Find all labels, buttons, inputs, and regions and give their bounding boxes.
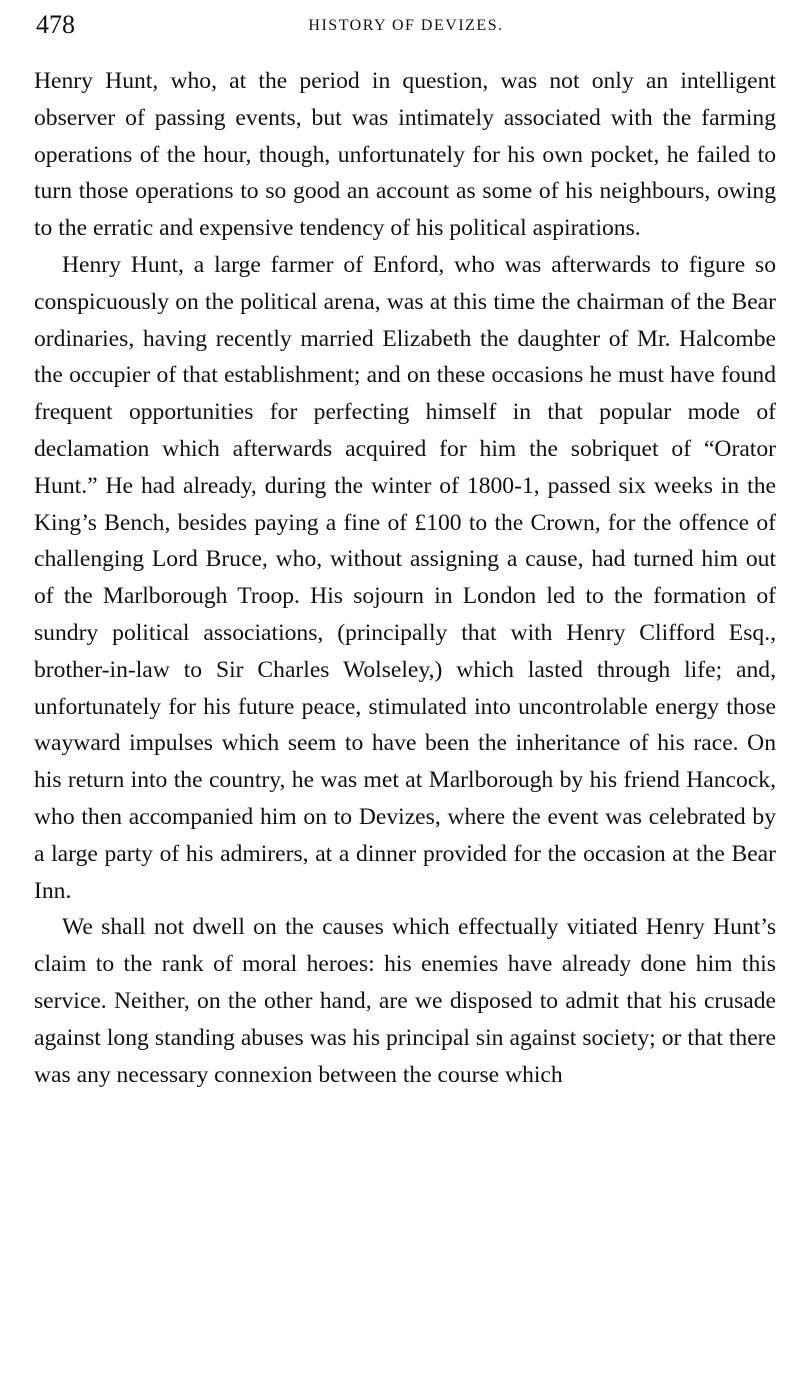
body-text (34, 63, 776, 1093)
paragraph-hunt-bear-ordinaries: Henry Hunt, a large farmer of Enford, who was afterwards to figure so conspicuously on the political arena, was at this time the chairman of the Bear ordinaries, having recently married Elizabeth the daughter of Mr. Halcombe the occupier of that establishment; and on these occasions he must have found frequent opportunities for perfecting himself in that popular mode of declamation which afterwards acquired for him the sobriquet of “Orator Hunt.” He had already, during the winter of 1800-1, passed six weeks in the King’s Bench, besides paying a fine of £100 to the Crown, for the offence of challenging Lord Bruce, who, without assigning a cause, had turned him out of the Marlborough Troop. His sojourn in London led to the formation of sundry political associations, (principally that with Henry Clifford Esq., brother-in-law to Sir Charles Wolseley,) which lasted through life; and, unfortunately for his future peace, stimulated into uncontrolable energy those wayward impulses which seem to have been the inheritance of his race. On his return into the country, he was met at Marlborough by his friend Hancock, who then accompanied him on to Devizes, where the event was celebrated by a large party of his admirers, at a dinner provided for the occasion at the Bear Inn. (34, 251, 776, 904)
page-header (36, 10, 776, 40)
paragraph-moral-heroes: We shall not dwell on the causes which effectually vitiated Henry Hunt’s claim to the rank of moral heroes: his enemies have already done him this service. Neither, on the other hand, are we disposed to admit that his crusade against long standing abuses was his principal sin against society; or that there was any necessary connexion between the course which (34, 914, 776, 1088)
paragraph-continuation: Henry Hunt, who, at the period in question, was not only an intelligent observer of passing events, but was intimately associated with the farming operations of the hour, though, unfortunately for his own pocket, he failed to turn those operations to so good an account as some of his neighbours, owing to the erratic and expensive tendency of his political aspirations. (34, 68, 776, 242)
page-number: 478 (36, 10, 75, 39)
running-head: HISTORY OF DEVIZES. (308, 17, 504, 34)
